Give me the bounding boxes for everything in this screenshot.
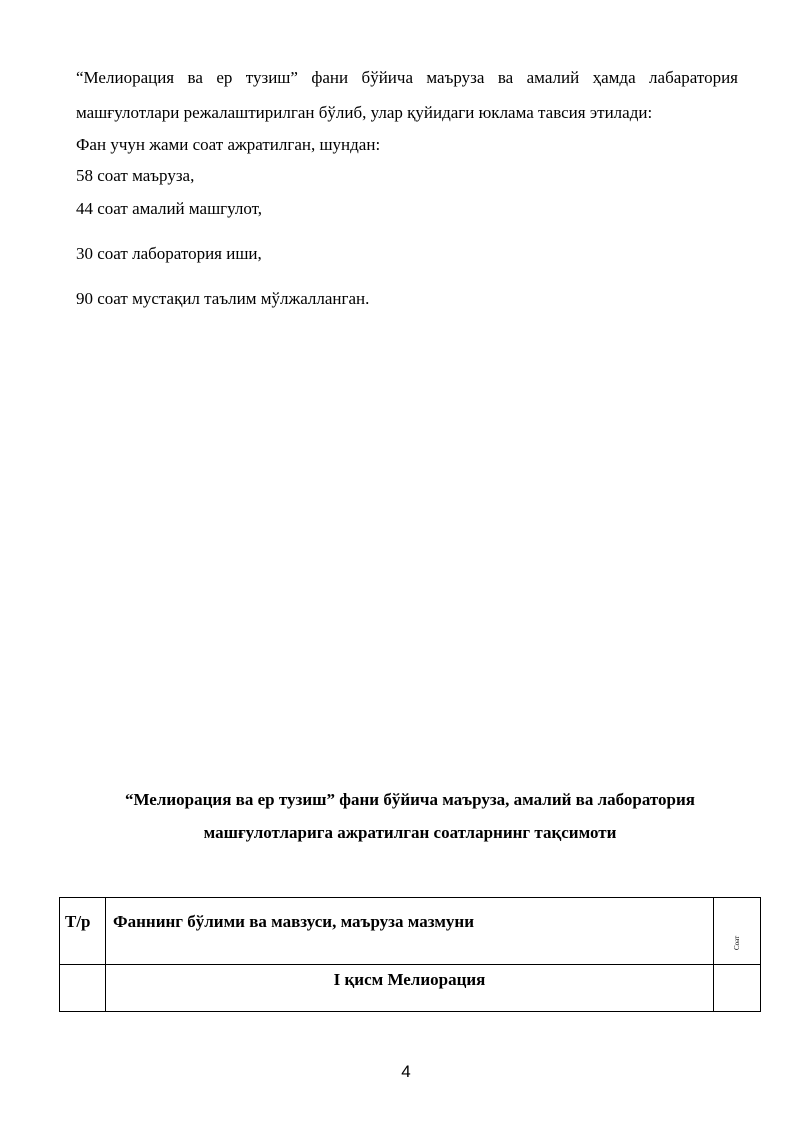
section-title-line-1: “Мелиорация ва ер тузиш” фани бўйича маъруза, амалий ва лаборатория: [124, 790, 695, 809]
row-cell-hours: [714, 965, 761, 1012]
intro-line-3: Фан учун жами соат ажратилган, шундан:: [76, 135, 381, 154]
header-cell-hours: [714, 898, 761, 965]
hours-distribution-table: [59, 897, 761, 1012]
hours-item-practicals: 44 соат амалий машгулот,: [76, 199, 263, 218]
part-title: I қисм Мелиорация: [333, 970, 486, 989]
header-hours-label: Соат: [732, 935, 741, 950]
header-cell-topic: [106, 898, 714, 965]
table-row: [60, 965, 761, 1012]
row-cell-number: [60, 965, 106, 1012]
hours-item-lectures: 58 соат маъруза,: [76, 166, 195, 185]
header-number-label: Т/р: [65, 912, 91, 931]
header-cell-number: [60, 898, 106, 965]
section-title-line-2: машғулотларига ажратилган соатларнинг тақсимоти: [203, 823, 617, 842]
hours-item-self-study: 90 соат мустақил таълим мўлжалланган.: [76, 289, 370, 308]
intro-line-2: машғулотлари режалаштирилган бўлиб, улар қуйидаги юклама тавсия этилади:: [76, 103, 653, 122]
page-number: 4: [401, 1062, 411, 1081]
header-topic-label: Фаннинг бўлими ва мавзуси, маъруза мазмуни: [113, 912, 474, 931]
row-cell-topic: [106, 965, 714, 1012]
hours-item-labs: 30 соат лаборатория иши,: [76, 244, 262, 263]
table-header-row: [60, 898, 761, 965]
intro-line-1: “Мелиорация ва ер тузиш” фани бўйича маъруза ва амалий ҳамда лабаратория: [76, 68, 738, 87]
